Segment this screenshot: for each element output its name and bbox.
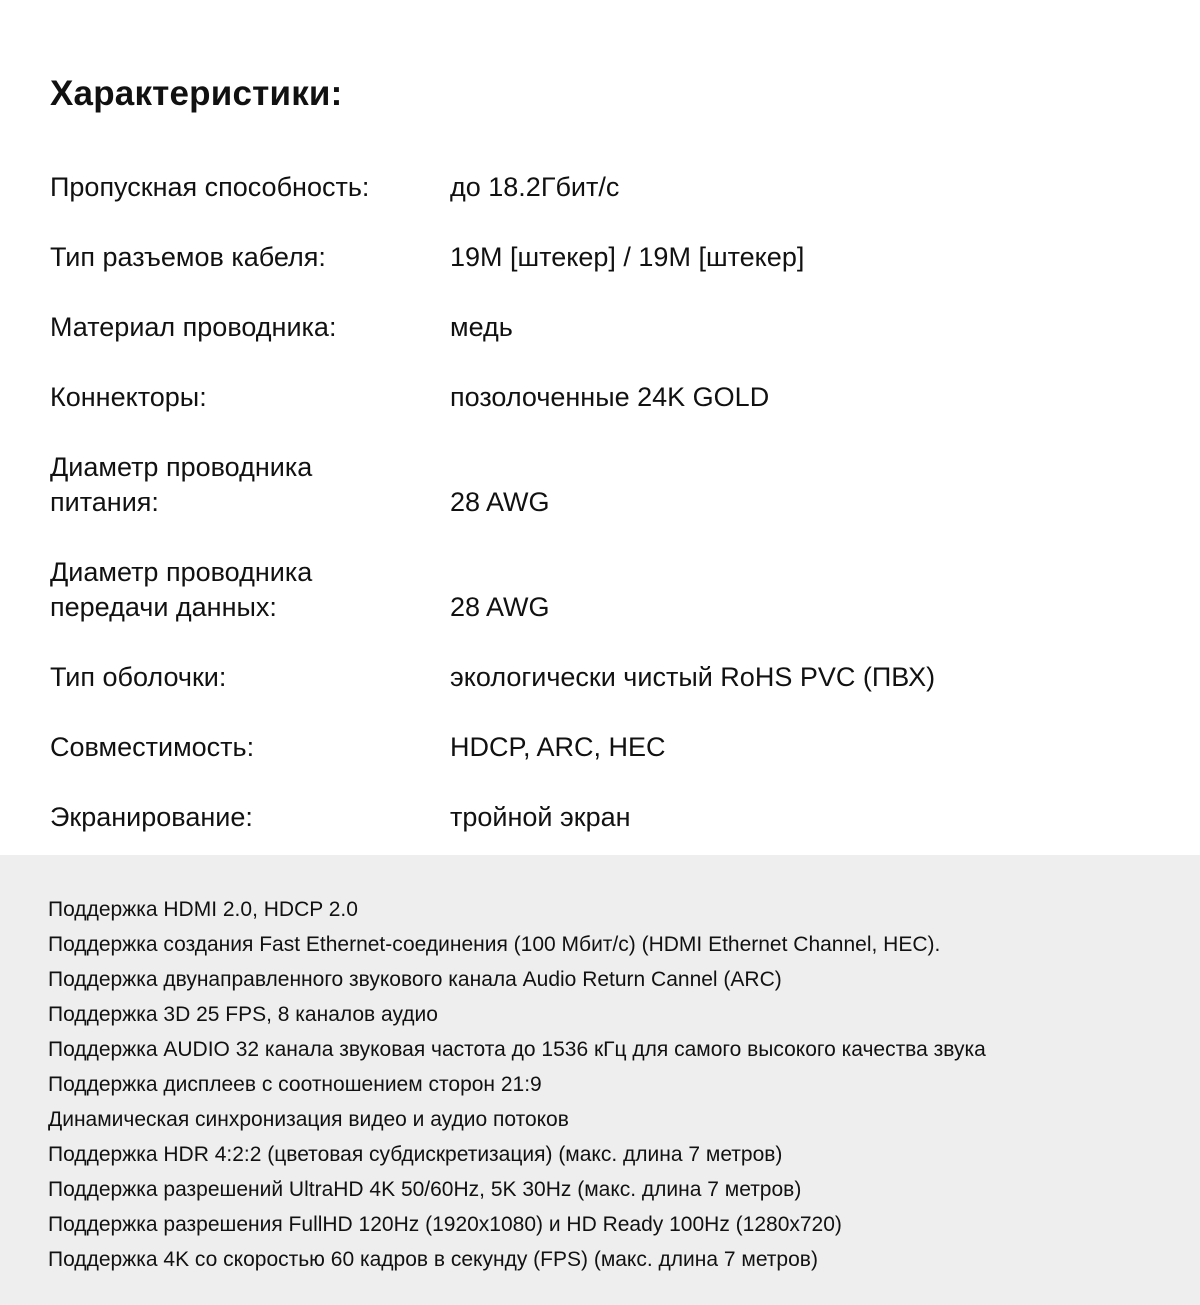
spec-label: Экранирование: <box>50 802 253 832</box>
spec-value: HDCP, ARC, HEC <box>450 732 666 762</box>
feature-item: Поддержка HDR 4:2:2 (цветовая субдискретизация) (макс. длина 7 метров) <box>48 1143 783 1166</box>
feature-item: Поддержка 4K со скоростью 60 кадров в секунду (FPS) (макс. длина 7 метров) <box>48 1248 818 1271</box>
spec-value: до 18.2Гбит/с <box>450 172 620 202</box>
spec-value: тройной экран <box>450 802 631 832</box>
spec-label: Совместимость: <box>50 732 255 762</box>
features-list <box>48 892 986 1277</box>
feature-item: Поддержка разрешения FullHD 120Hz (1920x1080) и HD Ready 100Hz (1280x720) <box>48 1213 842 1236</box>
feature-item: Поддержка AUDIO 32 канала звуковая частота до 1536 кГц для самого высокого качества звука <box>48 1038 986 1061</box>
spec-label: Пропускная способность: <box>50 172 370 202</box>
spec-value: позолоченные 24K GOLD <box>450 382 770 412</box>
spec-label: Материал проводника: <box>50 312 337 342</box>
feature-item: Поддержка двунаправленного звукового канала Audio Return Cannel (ARC) <box>48 968 782 991</box>
feature-item: Динамическая синхронизация видео и аудио потоков <box>48 1108 569 1131</box>
spec-label: Коннекторы: <box>50 382 207 412</box>
spec-label-line: передачи данных: <box>50 592 277 622</box>
feature-item: Поддержка 3D 25 FPS, 8 каналов аудио <box>48 1003 438 1026</box>
spec-label: Тип оболочки: <box>50 662 227 692</box>
spec-label-line: Диаметр проводника <box>50 452 313 482</box>
spec-label-line: Диаметр проводника <box>50 557 313 587</box>
spec-label: Тип разъемов кабеля: <box>50 242 326 272</box>
spec-value: 19M [штекер] / 19M [штекер] <box>450 242 805 272</box>
feature-item: Поддержка дисплеев с соотношением сторон 21:9 <box>48 1073 542 1096</box>
spec-label <box>50 555 430 625</box>
features-section <box>0 855 1200 1305</box>
feature-item: Поддержка создания Fast Ethernet-соединения (100 Мбит/с) (HDMI Ethernet Channel, HEC). <box>48 933 941 956</box>
spec-label-line: питания: <box>50 487 159 517</box>
spec-value: экологически чистый RoHS PVC (ПВХ) <box>450 662 936 692</box>
spec-value: 28 AWG <box>450 592 550 622</box>
feature-item: Поддержка разрешений UltraHD 4K 50/60Hz, 5K 30Hz (макс. длина 7 метров) <box>48 1178 802 1201</box>
feature-item: Поддержка HDMI 2.0, HDCP 2.0 <box>48 898 358 921</box>
spec-value: медь <box>450 312 513 342</box>
spec-value: 28 AWG <box>450 487 550 517</box>
page-title: Характеристики: <box>50 74 343 113</box>
spec-label <box>50 450 430 520</box>
